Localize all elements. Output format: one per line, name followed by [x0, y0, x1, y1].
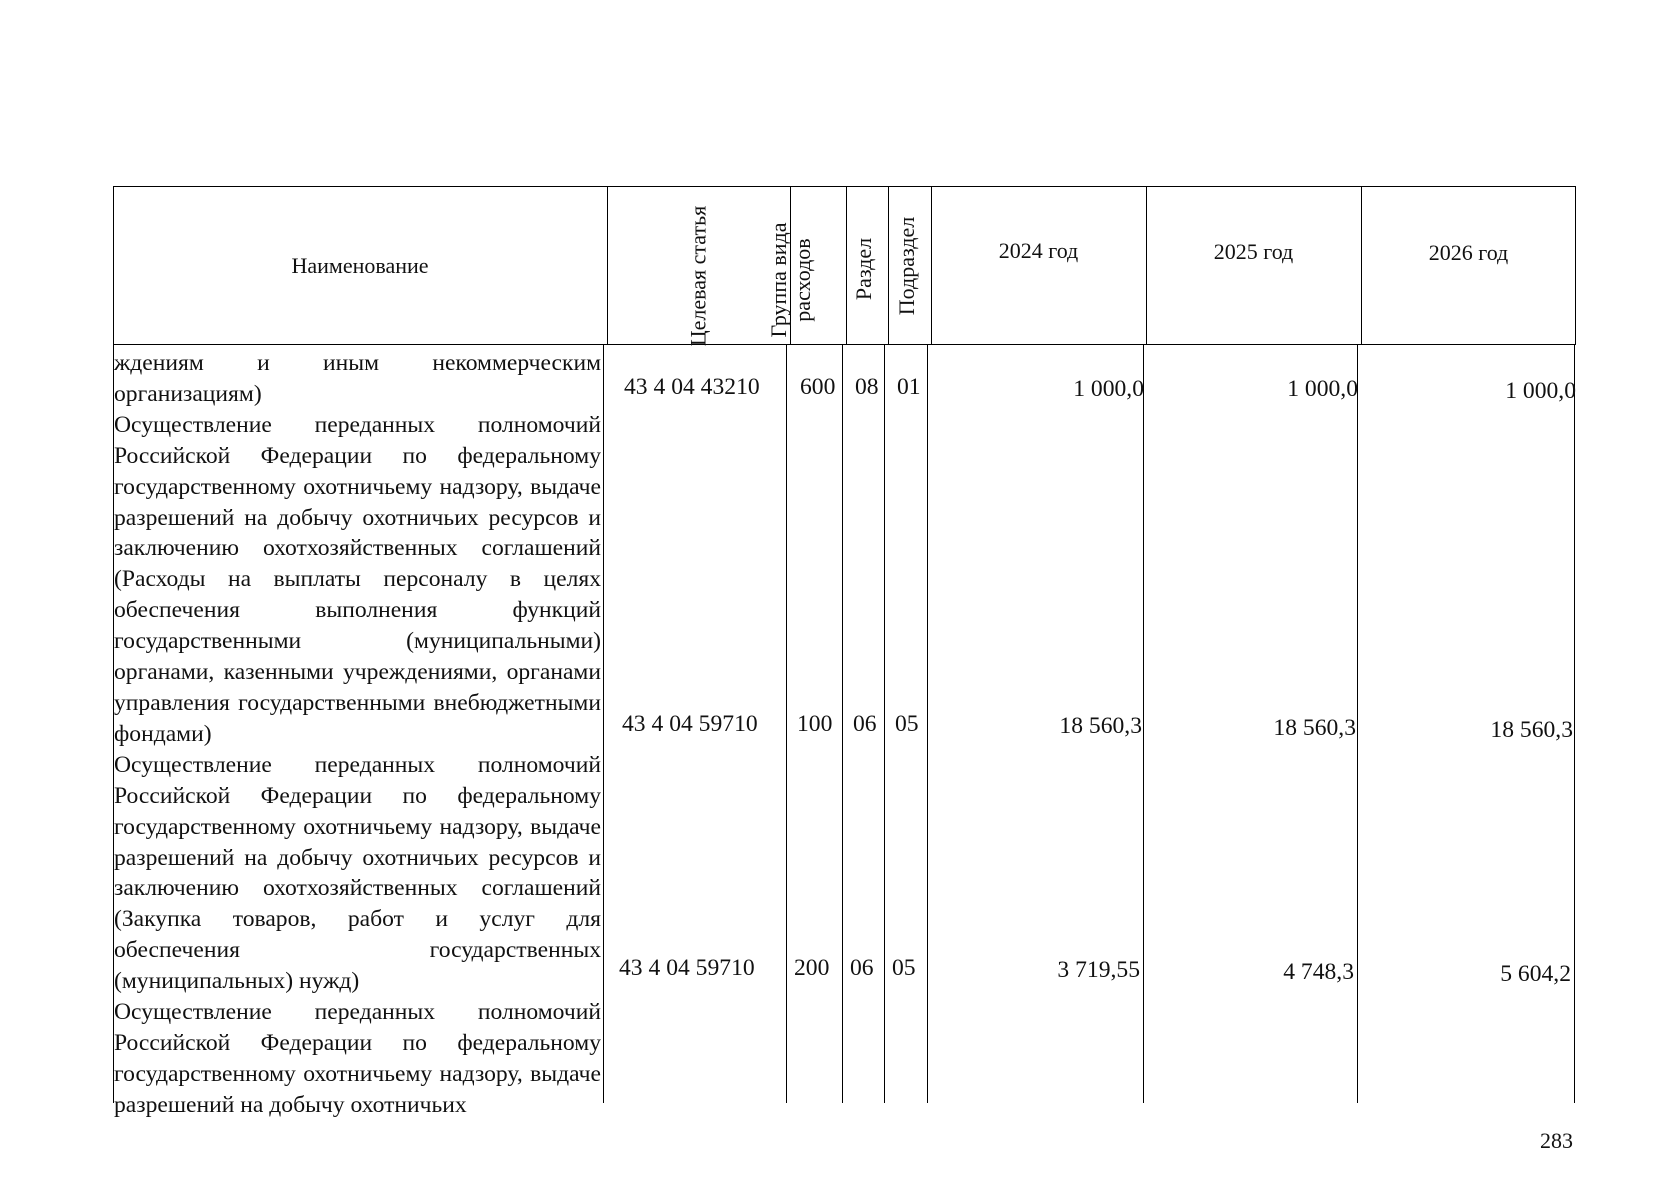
value-2026: 5 604,2 [1500, 961, 1571, 987]
header-2025: 2025 год [1213, 239, 1294, 264]
header-expense-group: Группа вида расходов [766, 222, 815, 338]
section: 06 [853, 711, 877, 737]
row-name: ждениям и иным некоммерческим организациям) [114, 350, 601, 407]
value-2025: 1 000,0 [1287, 376, 1358, 402]
header-subsection: Подраздел [894, 216, 919, 316]
value-2026: 18 560,3 [1490, 717, 1573, 743]
row-name: Осуществление переданных полномочий Российской Федерации по федеральному государственному охотничьему надзору, выдаче разрешений на добычу охотничьих [114, 999, 601, 1118]
value-2026: 1 000,0 [1505, 378, 1576, 404]
header-section: Раздел [851, 237, 876, 301]
body-col-divider [786, 345, 787, 1103]
body-col-divider [884, 345, 885, 1103]
body-col-divider [1143, 345, 1144, 1103]
header-2024: 2024 год [998, 238, 1079, 263]
value-2025: 4 748,3 [1283, 959, 1354, 985]
row-name: Осуществление переданных полномочий Российской Федерации по федеральному государственному охотничьему надзору, выдаче разрешений на добычу охотничьих ресурсов и заключению охотхозяйственных соглашений (Закупка товаров, работ и услуг для обеспечения государственных (муниципальных) нужд) [114, 751, 601, 995]
body-col-divider [842, 345, 843, 1103]
section: 06 [850, 955, 874, 981]
body-col-divider [1357, 345, 1358, 1103]
value-2024: 1 000,0 [1073, 376, 1144, 402]
page-number: 283 [1540, 1128, 1573, 1153]
body-border-right [1574, 345, 1575, 1103]
name-column [114, 348, 601, 1118]
col-divider [607, 186, 608, 345]
target-article: 43 4 04 59710 [622, 711, 758, 737]
value-2024: 18 560,3 [1059, 713, 1142, 739]
section: 08 [855, 374, 879, 400]
value-2025: 18 560,3 [1273, 715, 1356, 741]
subsection: 05 [892, 955, 916, 981]
expense-group: 600 [800, 374, 836, 400]
target-article: 43 4 04 59710 [619, 955, 755, 981]
col-divider [888, 186, 889, 345]
target-article: 43 4 04 43210 [624, 374, 760, 400]
header-2026: 2026 год [1428, 240, 1509, 265]
row-name: Осуществление переданных полномочий Российской Федерации по федеральному государственному охотничьему надзору, выдаче разрешений на добычу охотничьих ресурсов и заключению охотхозяйственных соглашений (Расходы на выплаты персоналу в целях обеспечения выполнения функций государственными (муниципальными) органами, казенными учреждениями, органами управления государственными внебюджетными фондами) [114, 411, 601, 747]
header-name: Наименование [291, 252, 429, 278]
body-col-divider [927, 345, 928, 1103]
expense-group: 100 [797, 711, 833, 737]
subsection: 01 [897, 374, 921, 400]
subsection: 05 [895, 711, 919, 737]
body-col-divider [603, 345, 604, 1103]
expense-group: 200 [794, 955, 830, 981]
value-2024: 3 719,55 [1057, 957, 1140, 983]
header-target-article: Целевая статья [685, 205, 711, 347]
col-divider [846, 186, 847, 345]
